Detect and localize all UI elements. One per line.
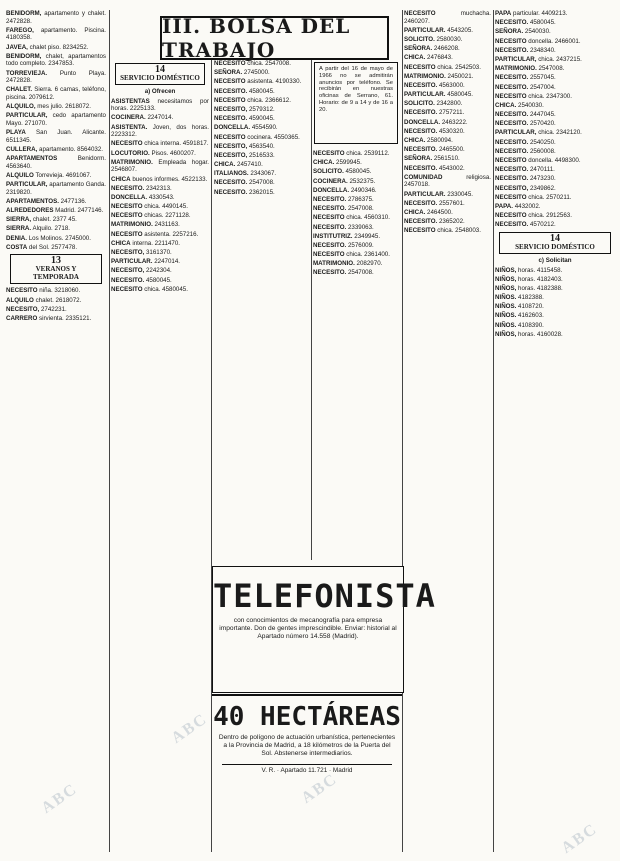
section-header-bolsa-del-trabajo: III. BOLSA DEL TRABAJO [160, 16, 389, 60]
classified-ad-keyword: NECESITO. [495, 138, 529, 146]
classified-ad-keyword: NECESITO. [214, 179, 248, 187]
classified-ad: NECESITO doncella. 4498300. [495, 157, 581, 164]
classified-ad: NIÑOS. 4162603. [495, 312, 544, 320]
classified-ad-keyword: NIÑOS. [495, 321, 517, 329]
classified-ad-keyword: NECESITO, [111, 267, 145, 275]
classified-ad-keyword: NECESITO. [214, 87, 248, 95]
classified-ad-keyword: PARTICULAR, [6, 112, 48, 120]
classified-ad: NECESITO chica. 4580045. [111, 285, 188, 293]
column-5 [404, 10, 491, 852]
classified-ad: CHICA. 2457410. [214, 161, 263, 169]
classified-ad-keyword: ALQUILO [6, 296, 34, 304]
classified-ad-keyword: NECESITO, [111, 249, 145, 256]
classified-ad-keyword: INSTITUTRIZ. [313, 232, 353, 240]
classified-ad-keyword: COMUNIDAD [404, 173, 443, 181]
classified-ad-keyword: ALQUILO [6, 171, 34, 179]
classified-ad: SOLICITO. 4580045. [313, 168, 372, 176]
classified-ad-keyword: NECESITO [214, 133, 246, 141]
col1-ads [6, 10, 106, 251]
column-3 [214, 60, 309, 560]
section-title: SERVICIO DOMÉSTICO [120, 74, 200, 82]
classified-ad-keyword: NECESITO. [404, 164, 438, 172]
classified-ad: CHICA buenos informes. 4522133. [111, 175, 208, 183]
classified-ad-keyword: NECESITO. [495, 166, 529, 174]
classified-ad: PAPA. 4432002. [495, 202, 541, 210]
subsection-solicitan: c) Solicitan [538, 256, 572, 264]
classified-ad: ALQUILO Torrevieja. 4691067. [6, 171, 92, 179]
classified-ad: ITALIANOS. 2343067. [214, 170, 277, 178]
classified-ad: SOLICITO. 2580030. [404, 35, 463, 43]
classified-ad: NECESITO. 2342313. [111, 184, 172, 192]
classified-ad: MATRIMONIO. 2547008. [495, 65, 565, 73]
classified-ad-keyword: NECESITO [111, 230, 143, 238]
classified-ad-keyword: NECESITO. [495, 46, 529, 54]
classified-ad-keyword: PARTICULAR, [6, 181, 48, 188]
classified-ad-keyword: NECESITO. [495, 221, 529, 229]
classified-ad: COCINERA. 2532375. [313, 177, 376, 185]
classified-ad-keyword: CHALET. [6, 86, 33, 94]
classified-ad: PARTICULAR, chica. 2437215. [495, 55, 582, 63]
classified-ad-keyword: SEÑORA. [214, 69, 243, 77]
classified-ad-keyword: APARTAMENTOS. [6, 197, 59, 205]
classified-ad: NECESITO. 4570212. [495, 221, 556, 229]
classified-ad-keyword: NIÑOS, [495, 275, 517, 283]
classified-ad: CHALET. Sierra. 6 camas, teléfono, piscina. 2079612. [6, 86, 106, 101]
section-title: VERANOS Y TEMPORADA [33, 265, 79, 282]
classified-ad-keyword: COSTA [6, 243, 28, 251]
ad-hectareas [212, 694, 402, 851]
classified-ad-keyword: NECESITO [111, 203, 143, 211]
classified-ad: SEÑORA. 2540030. [495, 28, 551, 36]
section-title: SERVICIO DOMÉSTICO [515, 242, 595, 251]
classified-ad: NIÑOS, horas. 4182403. [495, 275, 563, 283]
classified-ad-keyword: NECESITO. [313, 269, 347, 277]
section-box-servicio-domestico-2 [499, 232, 611, 254]
classified-ad-keyword: BENIDORM, [6, 52, 42, 60]
section-number: 13 [51, 255, 61, 267]
classified-ad-keyword: COCINERA. [111, 114, 146, 122]
classified-ad: PARTICULAR, cedo apartamento Mayo. 271070. [6, 112, 106, 127]
classified-ad: NECESITO. 4580045. [111, 276, 172, 284]
classified-ad: NECESITO asistenta. 2257216. [111, 230, 199, 238]
classified-ad-keyword: NIÑOS. [495, 312, 517, 320]
classified-ad: MATRIMONIO. 2431163. [111, 221, 180, 229]
classified-ad: BENIDORM, chalet, apartamentos todo completo. 2347853. [6, 52, 106, 68]
classified-ad-keyword: FAREGO, [6, 26, 34, 34]
classified-ad: NECESITO, 2579312. [214, 105, 275, 113]
classified-ad-keyword: NECESITO [404, 10, 436, 17]
watermark: ABC [298, 770, 341, 807]
classified-ad-keyword: NECESITO. [404, 81, 438, 89]
classified-ad-keyword: PAPA [495, 10, 512, 17]
classified-ad-keyword: NECESITO [214, 60, 246, 67]
col5-ads [404, 10, 491, 235]
classified-ad-keyword: ASISTENTA. [111, 123, 148, 131]
classified-ad-keyword: NECESITO. [495, 120, 529, 128]
classified-ad-keyword: NECESITO. [404, 146, 438, 154]
classified-ad-keyword: DONCELLA. [111, 193, 148, 201]
column-4 [313, 150, 400, 562]
classified-ad: NECESITO. 2540250. [495, 138, 556, 146]
classified-ad-keyword: NECESITO [404, 227, 436, 235]
classified-ad-keyword: SIERRA, [6, 216, 32, 224]
classified-ad: NECESITO chica. 2539112. [313, 150, 390, 157]
classified-ad: NIÑOS. 4108720. [495, 303, 544, 311]
classified-ad: NIÑOS. 4108390. [495, 321, 544, 329]
classified-ad-keyword: DENIA. [6, 234, 27, 242]
classified-ad: NECESITO. 2465500. [404, 146, 465, 154]
classified-ad: NECESITO. 2757211. [404, 109, 465, 117]
classified-ad: NECESITO. 2447045. [495, 111, 556, 119]
classified-ad: NECESITO. 2570420. [495, 120, 556, 128]
classified-ad: DONCELLA. 4330543. [111, 193, 175, 201]
classified-ad-keyword: SOLICITO. [404, 35, 435, 43]
classified-ad: NECESITO chica. 2347300. [495, 92, 572, 100]
classified-ad: NECESITO. 2547004. [495, 83, 556, 91]
classified-ad: NECESITO, 2349862. [495, 184, 556, 192]
classified-ad-keyword: SEÑORA. [495, 28, 524, 36]
classified-ad-keyword: PARTICULAR, [495, 129, 537, 137]
classified-ad: SIERRA, chalet. 2377 45. [6, 216, 77, 224]
classified-ad-keyword: MATRIMONIO. [111, 158, 153, 166]
classified-ad-keyword: NIÑOS. [495, 294, 517, 302]
classified-ad: PAPA particular. 4409213. [495, 10, 568, 17]
col4-ads [313, 150, 400, 277]
section-box-veranos [10, 254, 102, 284]
classified-ad: NECESITO asistenta. 4190330. [214, 78, 302, 86]
classified-ad: CHICA. 2580094. [404, 137, 453, 145]
classified-ad: DENIA. Los Molinos. 2745000. [6, 234, 91, 242]
classified-ad-keyword: NECESITO [111, 140, 143, 148]
classified-ad-keyword: NECESITO. [404, 127, 438, 135]
classified-ad: NECESITO. 4580045. [495, 19, 556, 27]
classified-ad-keyword: NECESITO [313, 214, 345, 222]
classified-ad: NECESITO. 2547008. [313, 269, 374, 277]
classified-ad-keyword: CHICA. [404, 208, 426, 216]
classified-ad: NECESITO, 4563540. [214, 142, 275, 150]
col2-ads [111, 98, 209, 294]
classified-ad-keyword: NECESITO. [495, 74, 529, 82]
classified-ad-keyword: NIÑOS, [495, 330, 517, 338]
classified-ad-keyword: NECESITO [495, 193, 527, 201]
classified-ad-keyword: DONCELLA. [214, 124, 251, 132]
classified-ad-keyword: NIÑOS, [495, 266, 517, 274]
classified-ad: NECESITO. 2576009. [313, 241, 374, 249]
classified-ad: ALQUILO chalet. 2618072. [6, 296, 82, 304]
classified-ad-keyword: BENIDORM, [6, 10, 42, 17]
classified-ad: SEÑORA. 2561510. [404, 155, 460, 163]
classified-ad: ALREDEDORES Madrid. 2477146. [6, 206, 104, 214]
classified-ad-keyword: NECESITO [6, 287, 38, 295]
classified-ad: CULLERA, apartamento. 8564032. [6, 145, 103, 153]
column-6 [495, 10, 615, 852]
classified-ad-keyword: NECESITO, [214, 151, 248, 159]
classified-ad: NECESITO niña. 3218060. [6, 287, 81, 295]
classified-ad: BENIDORM, apartamento y chalet. 2472828. [6, 10, 106, 25]
classified-ad: CHICA interna. 2211470. [111, 239, 181, 247]
classified-ad-keyword: CULLERA, [6, 145, 38, 153]
classified-ad-keyword: NECESITO [495, 37, 527, 45]
classified-ad: NECESITO. 2365202. [404, 218, 465, 226]
classified-ad: NECESITO. 4590045. [214, 115, 275, 123]
classified-ad-keyword: PARTICULAR, [495, 55, 537, 63]
classified-ad: NECESITO. 2786375. [313, 195, 374, 203]
classified-ad: CHICA. 2599945. [313, 159, 362, 167]
classified-ad-keyword: PARTICULAR. [111, 258, 153, 266]
classified-ad-keyword: NECESITO. [495, 83, 529, 91]
classified-ad-keyword: DONCELLA. [404, 118, 441, 126]
classified-ad: PARTICULAR. 2247014. [111, 258, 181, 266]
classified-ad-keyword: NECESITO. [495, 111, 529, 119]
section-box-servicio-domestico [115, 63, 205, 85]
classified-ad: NECESITO chica interna. 4591817. [111, 140, 209, 148]
classified-ad: NECESITO. 4580045. [214, 87, 275, 95]
ad-hectareas-footer: V. R. · Apartado 11.721 · Madrid [222, 764, 392, 774]
classified-ad-keyword: PAPA. [495, 202, 513, 210]
classified-ad-keyword: SEÑORA. [404, 155, 433, 163]
classified-ad-keyword: NECESITO [214, 96, 246, 104]
classified-ad-keyword: CHICA. [404, 54, 426, 62]
classified-ad: NECESITO chicas. 2271128. [111, 212, 191, 220]
classified-ad: MATRIMONIO. 2450021. [404, 72, 474, 80]
classified-ad-keyword: LOCUTORIO. [111, 149, 150, 157]
classified-ad: NECESITO. 2348340. [495, 46, 556, 54]
classified-ad: NECESITO chica. 4560310. [313, 214, 390, 222]
classified-ad-keyword: NECESITO. [404, 199, 438, 207]
classified-ad: NECESITO, 2742231. [6, 305, 67, 313]
classified-ad: PARTICULAR, chica. 2342120. [495, 129, 582, 137]
classified-ad: ASISTENTA. Joven, dos horas. 2223312. [111, 123, 209, 139]
classified-ad-keyword: NECESITO, [6, 305, 40, 313]
classified-ad-keyword: NECESITO [111, 285, 143, 293]
classified-ad: DONCELLA. 2463222. [404, 118, 468, 126]
classified-ad: NECESITO. 2557601. [404, 199, 465, 207]
classified-ad-keyword: MATRIMONIO. [111, 221, 153, 229]
classified-ad-keyword: NECESITO. [111, 276, 145, 284]
classified-ad: NIÑOS, horas. 4160028. [495, 330, 563, 338]
classified-ad: NECESITO. 2470111. [495, 166, 555, 174]
ad-hectareas-body: Dentro de polígono de actuación urbanística, pertenecientes a la Provincia de Madrid, a 18 kilómetros de la Puerta del Sol. Abstenerse intermediarios. [218, 734, 396, 757]
classified-ad-keyword: ITALIANOS. [214, 170, 249, 178]
classified-ad-keyword: NECESITO. [214, 188, 248, 196]
classified-ad-keyword: NECESITO, [214, 142, 248, 150]
classified-ad: PARTICULAR. 4543205. [404, 26, 474, 34]
classified-ad: ASISTENTAS necesitamos por horas. 2225133. [111, 97, 209, 113]
section-number: 14 [550, 232, 560, 244]
col3-ads [214, 60, 309, 196]
classified-ad: NECESITO, 2516533. [214, 151, 275, 159]
classified-ad: CHICA. 2540030. [495, 101, 544, 109]
column-1 [6, 10, 106, 852]
classified-ad: NECESITO chica. 2542503. [404, 63, 481, 71]
classified-ad-keyword: DONCELLA. [313, 186, 350, 194]
classified-ad-keyword: NIÑOS. [495, 303, 517, 311]
classified-ad-keyword: ALQUILO, [6, 103, 36, 111]
classified-ad-keyword: NECESITO. [313, 223, 347, 231]
classified-ad-keyword: CHICA. [495, 101, 517, 109]
classified-ad: NECESITO chica. 2912563. [495, 212, 572, 220]
classified-ad: NECESITO doncella. 2466001. [495, 37, 581, 45]
classified-ad: NECESITO, 3161370. [111, 249, 172, 256]
classified-ad-keyword: ALREDEDORES [6, 206, 54, 214]
classified-ad: NECESITO chica. 2547008. [214, 60, 291, 67]
classified-ad-keyword: NECESITO. [313, 241, 347, 249]
column-rule [402, 10, 403, 852]
classified-ad-keyword: MATRIMONIO. [404, 72, 446, 80]
classified-ad-keyword: MATRIMONIO. [313, 260, 355, 268]
subsection-ofrecen: a) Ofrecen [144, 88, 176, 95]
classified-ad: PARTICULAR, apartamento Ganda. 2319820. [6, 181, 106, 196]
classified-ad: SEÑORA. 2466208. [404, 45, 460, 53]
classified-ad: APARTAMENTOS. 2477136. [6, 197, 87, 205]
classified-ad-keyword: NECESITO. [495, 175, 529, 183]
classified-ad: NECESITO muchacha. 2460207. [404, 10, 491, 25]
classified-ad: DONCELLA. 4554590. [214, 124, 278, 132]
classified-ad-keyword: PARTICULAR. [404, 91, 446, 99]
classified-ad: PLAYA San Juan. Alicante. 6511345. [6, 129, 106, 144]
classified-ad-keyword: CHICA. [404, 137, 426, 145]
ad-telefonista-title: TELEFONISTA [213, 577, 436, 615]
classified-ad: COMUNIDAD religiosa. 2457018. [404, 173, 491, 189]
classified-ad: COSTA del Sol. 2577478. [6, 243, 78, 251]
classified-ad: CARRERO sirvienta. 2335121. [6, 314, 92, 322]
classified-ad: CHICA. 2476843. [404, 54, 453, 62]
classified-ad-keyword: NECESITO. [214, 115, 248, 123]
watermark: ABC [38, 780, 81, 817]
classified-ad-keyword: NECESITO [214, 78, 246, 86]
classified-ad-keyword: NECESITO [111, 212, 143, 220]
classified-ad: NECESITO. 4543002. [404, 164, 465, 172]
classified-ad: NECESITO chica. 4490145. [111, 203, 188, 211]
classified-ad-keyword: NECESITO. [495, 19, 529, 27]
column-rule [311, 60, 312, 560]
classified-ad-keyword: NECESITO. [313, 195, 347, 203]
classified-ad: MATRIMONIO. Empleada hogar. 2546807. [111, 158, 209, 174]
watermark: ABC [558, 820, 601, 857]
classified-ad-keyword: CHICA. [214, 161, 236, 169]
classified-ad-keyword: NECESITO [313, 150, 345, 157]
classified-ad-keyword: NECESITO. [404, 109, 438, 117]
classified-ad-keyword: NECESITO [495, 92, 527, 100]
classified-ad: NECESITO. 2362015. [214, 188, 275, 196]
classified-ad: NECESITO, 2242304. [111, 267, 172, 275]
classified-ad-keyword: SOLICITO. [313, 168, 344, 176]
classified-ad: PARTICULAR. 2330045. [404, 190, 474, 198]
ad-telefonista [212, 566, 436, 693]
classified-ad-keyword: TORREVIEJA. [6, 69, 48, 77]
col6-ads-b [495, 267, 615, 339]
notice-box: A partir del 16 de mayo de 1966 no se admitirán anuncios por teléfono. Se recibirán en nuestras oficinas de Serrano, 61. Horario: de 9 a 14 y de 16 a 20. [314, 62, 398, 144]
classified-ad-keyword: COCINERA. [313, 177, 348, 185]
classified-ad: NECESITO cocinera. 4550365. [214, 133, 300, 141]
classified-ad-keyword: NECESITO. [313, 205, 347, 213]
classified-ad-keyword: NECESITO. [495, 147, 529, 155]
classified-ad-keyword: NECESITO [313, 251, 345, 259]
classified-ad: PARTICULAR. 4580045. [404, 91, 474, 99]
classified-ad: SEÑORA. 2745000. [214, 69, 270, 77]
classified-ad-keyword: PARTICULAR. [404, 26, 446, 34]
classified-ad-keyword: CARRERO [6, 314, 38, 322]
classified-ad: NECESITO chica. 2366612. [214, 96, 291, 104]
classified-ad-keyword: ASISTENTAS [111, 97, 150, 105]
classified-ad: APARTAMENTOS Benidorm. 4563640. [6, 155, 106, 170]
classified-ad-keyword: APARTAMENTOS [6, 155, 58, 163]
classified-ad: MATRIMONIO. 2082970. [313, 260, 383, 268]
watermark: ABC [168, 710, 211, 747]
col1-ads-b [6, 287, 106, 322]
classified-ad-keyword: NECESITO [404, 63, 436, 71]
ad-telefonista-body: con conocimientos de mecanografía para empresa importante. Don de gentes imprescindible. Enviar: historial al Apartado número 14.558 (Madrid). [219, 617, 397, 640]
classified-ad: NECESITO. 2547008. [313, 205, 374, 213]
classified-ad-keyword: NECESITO [495, 212, 527, 220]
classified-ad: NECESITO. 2473230. [495, 175, 556, 183]
classified-ad-keyword: MATRIMONIO. [495, 65, 537, 73]
classified-ad-keyword: NECESITO. [404, 218, 438, 226]
classified-ad-keyword: JAVEA, [6, 43, 28, 51]
classified-ad-keyword: CHICA [111, 239, 131, 247]
classified-ad-keyword: CHICA [111, 175, 131, 183]
classified-ad: NECESITO. 2557045. [495, 74, 556, 82]
classified-ad: TORREVIEJA. Punto Playa. 2472828. [6, 69, 106, 85]
classified-ad: NECESITO. 2547008. [214, 179, 275, 187]
classified-ad: INSTITUTRIZ. 2349945. [313, 232, 381, 240]
classified-ad: ALQUILO, mes julio. 2618072. [6, 103, 91, 111]
classified-ad: NIÑOS, horas. 4182388. [495, 284, 563, 292]
classified-ad: SIERRA. Alquilo. 2718. [6, 225, 70, 233]
classified-ad: COCINERA. 2247014. [111, 114, 174, 122]
classified-ad-keyword: NIÑOS, [495, 284, 517, 292]
classified-ad: NECESITO chica. 2361400. [313, 251, 390, 259]
classified-ad: LOCUTORIO. Pisos. 4600207. [111, 149, 196, 157]
classified-ad: FAREGO, apartamento. Piscina. 4180358. [6, 26, 106, 42]
classified-ad: NECESITO. 4563000. [404, 81, 465, 89]
classified-ad-keyword: PLAYA [6, 129, 26, 137]
classified-ad: CHICA. 2464500. [404, 208, 453, 216]
classified-ad: NECESITO. 2560008. [495, 147, 556, 155]
section-number: 14 [155, 64, 165, 75]
col6-ads [495, 10, 615, 229]
classified-ad-keyword: PARTICULAR. [404, 190, 446, 198]
classified-ad: DONCELLA. 2490346. [313, 186, 377, 194]
classified-ad-keyword: NECESITO, [495, 184, 529, 192]
classified-ad-keyword: NECESITO, [214, 105, 248, 113]
classified-ad: SOLICITO. 2342800. [404, 100, 463, 108]
classified-ad-keyword: SEÑORA. [404, 45, 433, 53]
classified-ad: NECESITO. 4530320. [404, 127, 465, 135]
classified-ad-keyword: SIERRA. [6, 225, 32, 233]
classified-ad-keyword: SOLICITO. [404, 100, 435, 108]
column-rule [493, 10, 494, 852]
classified-ad: NECESITO chica. 2570211. [495, 193, 572, 201]
classified-ad-keyword: NECESITO. [111, 184, 145, 192]
classified-ad: NECESITO. 2339063. [313, 223, 374, 231]
classified-ad-keyword: CHICA. [313, 159, 335, 167]
column-rule [109, 10, 110, 852]
classified-ad: NECESITO chica. 2548003. [404, 227, 481, 235]
classified-ad: JAVEA, chalet piso. 8234252. [6, 43, 89, 51]
classified-ad-keyword: NECESITO [495, 157, 527, 164]
classified-ad: NIÑOS. 4182388. [495, 294, 544, 302]
classified-ad: NIÑOS, horas. 4115458. [495, 266, 563, 274]
ad-hectareas-title: 40 HECTÁREAS [213, 702, 401, 732]
